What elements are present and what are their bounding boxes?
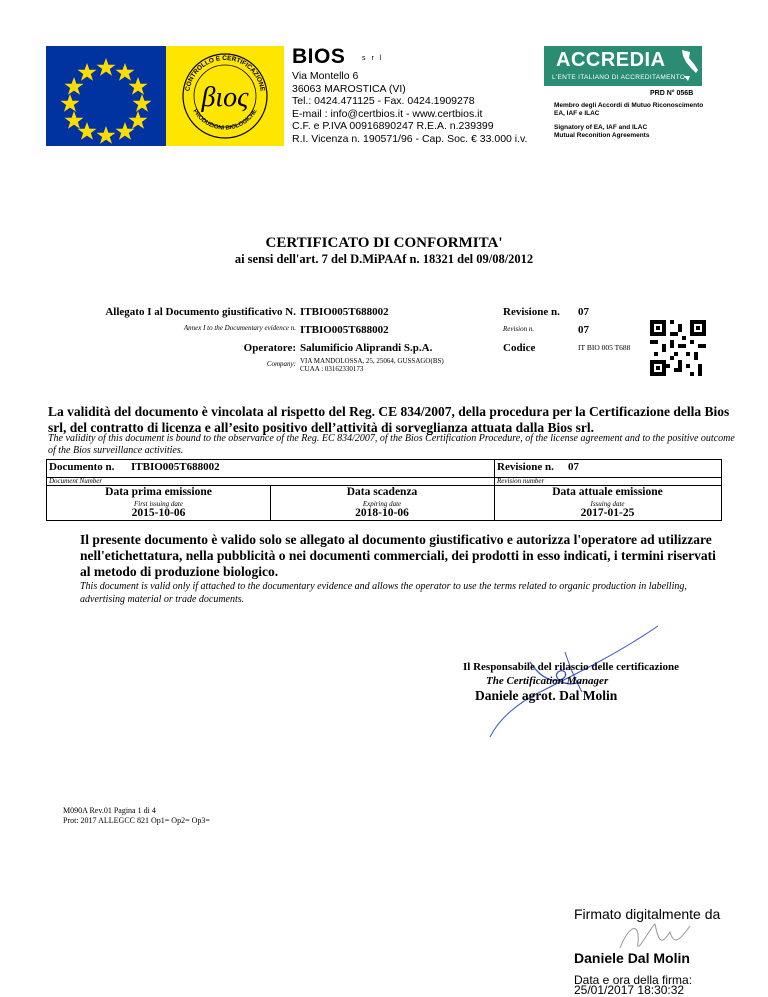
digital-signature-label: Firmato digitalmente da bbox=[574, 906, 721, 922]
star-icon bbox=[97, 126, 116, 144]
accredia-mla-en: Signatory of EA, IAF and ILAC Mutual Reconition Agreements bbox=[554, 124, 650, 139]
star-icon bbox=[78, 122, 97, 140]
accredia-mla-it: Membro degli Accordi di Mutuo Riconoscimento EA, IAF e ILAC bbox=[554, 102, 704, 117]
accredia-prd-number: PRD N° 056B bbox=[650, 90, 694, 97]
digital-signature-date: 25/01/2017 18:30:32 bbox=[574, 983, 685, 997]
accredia-subtitle: L'ENTE ITALIANO DI ACCREDITAMENTO bbox=[552, 74, 686, 81]
table-revision-label: Revisione n. bbox=[497, 461, 554, 473]
document-info-table bbox=[46, 459, 722, 521]
doc-number-value: ITBIO005T688002 bbox=[131, 461, 220, 473]
doc-number-label-en: Document Number bbox=[49, 477, 103, 485]
star-icon bbox=[65, 77, 84, 95]
company-label: Company: bbox=[266, 360, 296, 368]
annex-label-en: Annex I to the Documentary evidence n. bbox=[183, 324, 296, 332]
bios-logo bbox=[166, 46, 284, 146]
star-icon bbox=[61, 94, 80, 112]
revision-label-en: Revision n. bbox=[503, 325, 535, 333]
signatory-title: Il Responsabile del rilascio delle certificazione bbox=[463, 661, 679, 673]
eu-stars-icon bbox=[46, 46, 166, 146]
star-icon bbox=[129, 77, 148, 95]
star-icon bbox=[65, 111, 84, 129]
protocol-number: Prot: 2017 ALLEGCC 821 Op1= Op2= Op3= bbox=[63, 816, 210, 825]
code-label: Codice bbox=[503, 342, 536, 354]
qr-code-icon bbox=[650, 320, 706, 376]
validity-statement-en: The validity of this document is bound to the observance of the Reg. EC 834/2007, of the Bios Certification Procedure, of the license agreement and to the positive outcome of the Bios surveillance activities. bbox=[48, 433, 735, 456]
revision-label: Revisione n. bbox=[503, 306, 560, 318]
digital-signature-name: Daniele Dal Molin bbox=[574, 950, 690, 966]
company-contact: Via Montello 6 36063 MAROSTICA (VI) Tel.: 0424.471125 - Fax. 0424.1909278 E-mail : info@certbios.it - www.certbios.it C.F. e P.IVA 00916890247 R.E.A. n.239399 R.I. Vicenza n. 190571/96 - Cap. Soc. € 33.000 i.v. bbox=[292, 70, 528, 145]
table-revision-value: 07 bbox=[568, 461, 579, 473]
operator-value: Salumificio Aliprandi S.p.A. bbox=[300, 342, 433, 354]
first-issue-date: 2015-10-06 bbox=[131, 507, 186, 519]
star-icon bbox=[97, 58, 116, 76]
signatory-title-en: The Certification Manager bbox=[486, 675, 609, 687]
star-icon bbox=[116, 63, 135, 81]
validity-statement: La validità del documento è vincolata al rispetto del Reg. CE 834/2007, della procedura per la Certificazione della Bios srl, del contratto di licenza e all’esito positivo dell’attività di sorveglianza attuata dalla Bios srl. bbox=[48, 404, 730, 435]
expiry-label-en: Expiring date bbox=[362, 500, 402, 508]
star-icon bbox=[133, 94, 152, 112]
star-icon bbox=[116, 122, 135, 140]
eu-flag-logo bbox=[46, 46, 166, 146]
digital-signature-date-label: Data e ora della firma: bbox=[574, 973, 693, 987]
star-icon bbox=[129, 111, 148, 129]
company-name: BIOS bbox=[292, 45, 346, 68]
expiry-date: 2018-10-06 bbox=[355, 507, 409, 519]
revision-value: 07 bbox=[578, 306, 589, 318]
current-issue-label: Data attuale emissione bbox=[552, 486, 663, 498]
form-revision-page: M090A Rev.01 Pagina 1 di 4 bbox=[63, 806, 156, 815]
usage-notice-en: This document is valid only if attached to the documentary evidence and allows the operator to use the terms related to organic production in labelling, advertising material or trade documents. bbox=[80, 581, 687, 605]
signatory-name: Daniele agrot. Dal Molin bbox=[475, 688, 618, 703]
company-cuaa: CUAA : 03162330173 bbox=[300, 365, 364, 373]
company-suffix: s r l bbox=[362, 55, 384, 62]
revision-value-en: 07 bbox=[578, 324, 589, 336]
annex-label: Allegato I al Documento giustificativo N. bbox=[105, 306, 296, 318]
logo-ring-bottom-text: PRODUZIONI BIOLOGICHE bbox=[191, 108, 259, 132]
operator-label: Operatore: bbox=[243, 342, 296, 354]
document-title: CERTIFICATO DI CONFORMITA' bbox=[265, 235, 503, 251]
annex-value: ITBIO005T688002 bbox=[300, 306, 389, 318]
first-issue-label: Data prima emissione bbox=[105, 486, 212, 498]
document-subtitle: ai sensi dell'art. 7 del D.MiPAAf n. 18321 del 09/08/2012 bbox=[234, 252, 534, 266]
annex-value-en: ITBIO005T688002 bbox=[300, 324, 389, 336]
usage-notice: Il presente documento è valido solo se allegato al documento giustificativo e autorizza l'operatore ad utilizzare nell'etichettatura, nella pubblicità o nei documenti commerciali, dei prodotti in esso indicati, i termini riservati al metodo di produzione biologico. bbox=[80, 532, 716, 579]
logo-ring-top-text: CONTROLLO E CERTIFICAZIONE bbox=[184, 54, 266, 92]
logo-greek-text: βιος bbox=[201, 82, 249, 113]
current-issue-date: 2017-01-25 bbox=[580, 507, 635, 519]
star-icon bbox=[78, 63, 97, 81]
table-revision-label-en: Revision number bbox=[497, 477, 545, 485]
company-address: VIA MANDOLOSSA, 25, 25064, GUSSAGO(BS) bbox=[300, 357, 444, 365]
first-issue-label-en: First issuing date bbox=[133, 500, 183, 508]
expiry-label: Data scadenza bbox=[346, 486, 418, 498]
accredia-name: ACCREDIA bbox=[556, 49, 666, 71]
code-value: IT BIO 005 T688 bbox=[578, 343, 631, 352]
doc-number-label: Documento n. bbox=[49, 461, 115, 473]
current-issue-label-en: Issuing date bbox=[590, 500, 625, 508]
